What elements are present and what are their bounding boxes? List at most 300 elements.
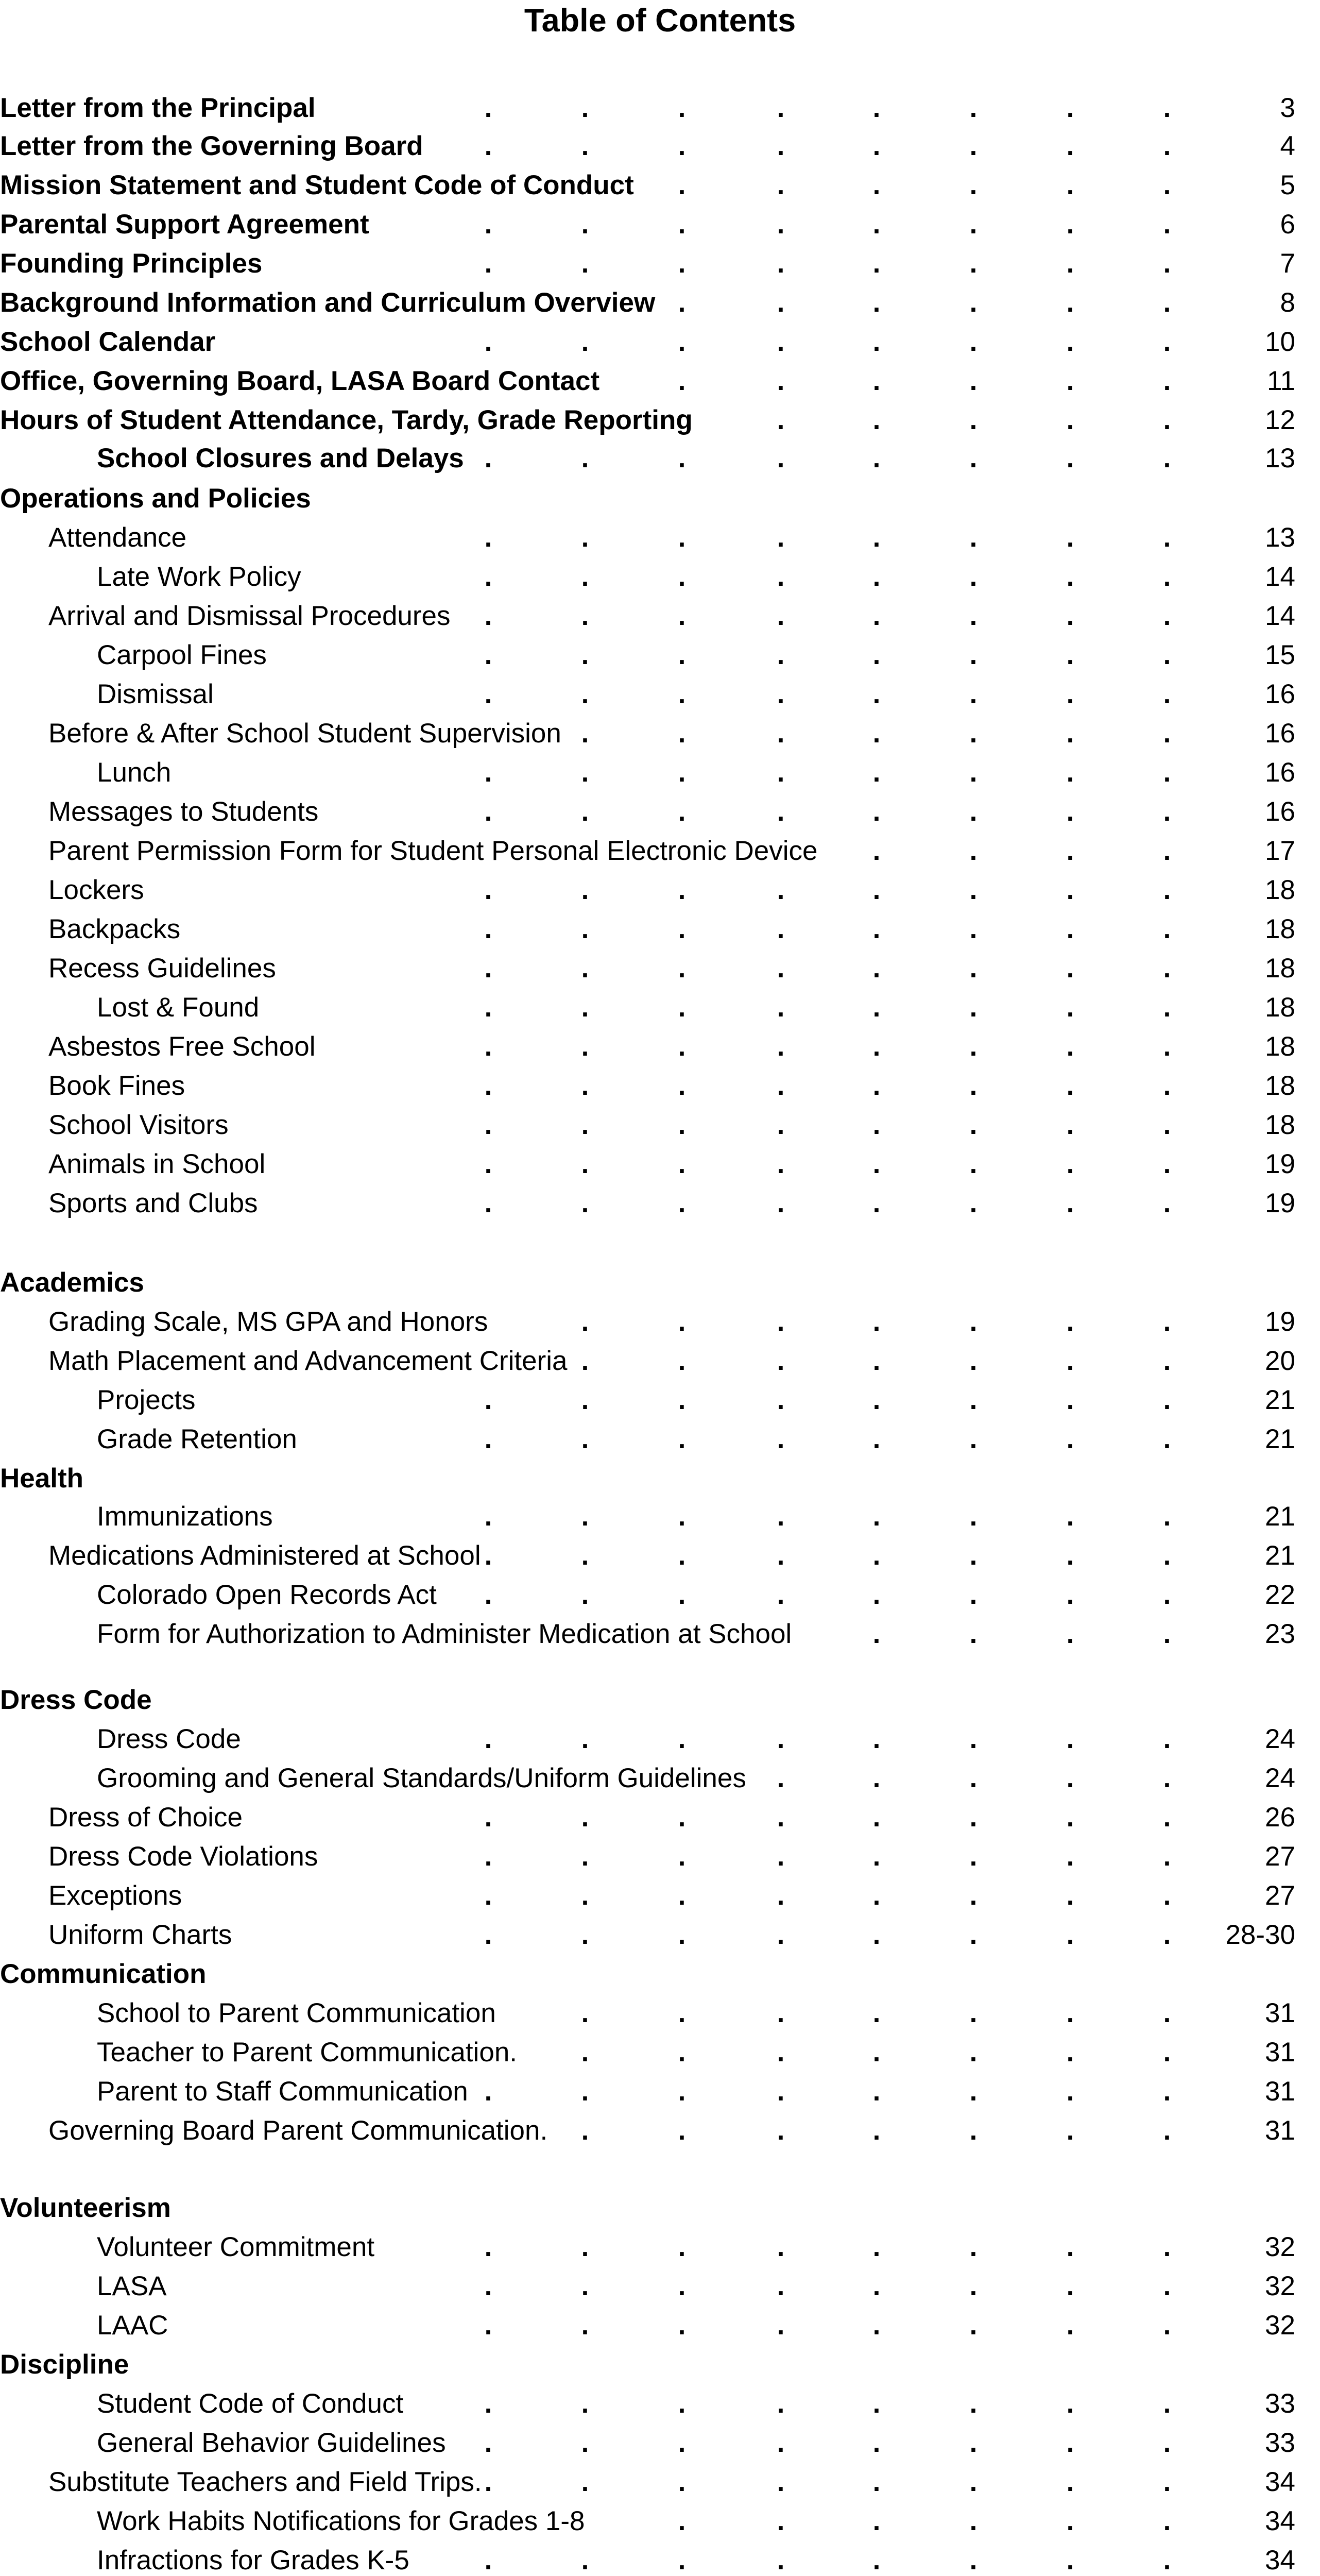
leader-dot: . — [678, 1580, 686, 1610]
leader-dot: . — [678, 562, 686, 592]
leader-dot: . — [777, 1880, 785, 1911]
leader-dot: . — [484, 757, 492, 788]
leader-dot: . — [678, 1802, 686, 1833]
leader-dot: . — [678, 1031, 686, 1062]
leader-dot: . — [678, 248, 686, 279]
leader-dot: . — [678, 2545, 686, 2575]
leader-dot: . — [678, 170, 686, 200]
leader-dot: . — [1066, 1763, 1074, 1793]
leader-dot: . — [1066, 2506, 1074, 2536]
leader-dot: . — [872, 1998, 881, 2028]
leader-dot: . — [969, 601, 978, 631]
leader-dot: . — [484, 796, 492, 827]
toc-entry-page: 34 — [1265, 2545, 1295, 2575]
leader-dot: . — [777, 1071, 785, 1101]
leader-dot: . — [581, 1188, 589, 1218]
leader-dot: . — [581, 443, 589, 473]
toc-entry-page: 7 — [1280, 248, 1295, 279]
leader-dot: . — [1163, 522, 1171, 553]
leader-dot: . — [484, 1188, 492, 1218]
leader-dot: . — [678, 1149, 686, 1179]
leader-dot: . — [1163, 1071, 1171, 1101]
toc-entry-label: Colorado Open Records Act — [97, 1580, 437, 1610]
toc-entry-page: 13 — [1265, 443, 1295, 473]
toc-entry-label: Office, Governing Board, LASA Board Contact — [0, 366, 600, 396]
leader-dot: . — [1066, 757, 1074, 788]
leader-dot: . — [581, 1501, 589, 1532]
leader-dot: . — [1066, 1724, 1074, 1754]
leader-dot: . — [1163, 2467, 1171, 2497]
leader-dot: . — [872, 2076, 881, 2107]
toc-entry — [0, 1302, 1320, 1342]
leader-dot: . — [1163, 1724, 1171, 1754]
leader-dot: . — [1163, 836, 1171, 866]
toc-entry — [0, 323, 1320, 362]
leader-dot: . — [969, 1998, 978, 2028]
leader-dot: . — [969, 757, 978, 788]
toc-entry-page: 32 — [1265, 2310, 1295, 2341]
toc-entry-page: 18 — [1265, 953, 1295, 984]
toc-entry — [0, 792, 1320, 832]
leader-dot: . — [1163, 443, 1171, 473]
toc-entry-page: 12 — [1265, 405, 1295, 435]
leader-dot: . — [872, 2545, 881, 2575]
toc-entry-label: Background Information and Curriculum Overview — [0, 287, 656, 318]
toc-entry-page: 31 — [1265, 2037, 1295, 2067]
leader-dot: . — [1163, 1149, 1171, 1179]
leader-dot: . — [872, 2115, 881, 2146]
leader-dot: . — [872, 2232, 881, 2262]
toc-entry-page: 31 — [1265, 1998, 1295, 2028]
toc-entry-page: 18 — [1265, 1031, 1295, 1062]
toc-entry-label: Hours of Student Attendance, Tardy, Grade Reporting — [0, 405, 693, 435]
leader-dot: . — [872, 2467, 881, 2497]
leader-dot: . — [777, 1998, 785, 2028]
leader-dot: . — [678, 2271, 686, 2301]
leader-dot: . — [872, 366, 881, 396]
leader-dot: . — [872, 679, 881, 709]
leader-dot: . — [872, 1841, 881, 1872]
leader-dot: . — [1066, 405, 1074, 435]
leader-dot: . — [872, 1149, 881, 1179]
toc-entry-page: 27 — [1265, 1841, 1295, 1872]
leader-dot: . — [1163, 209, 1171, 240]
toc-entry — [0, 362, 1320, 401]
leader-dot: . — [678, 1724, 686, 1754]
leader-dot: . — [777, 1540, 785, 1571]
leader-dot: . — [678, 443, 686, 473]
leader-dot: . — [581, 2076, 589, 2107]
leader-dot: . — [581, 1920, 589, 1950]
leader-dot: . — [969, 2545, 978, 2575]
leader-dot: . — [872, 992, 881, 1023]
toc-entry-page: 16 — [1265, 718, 1295, 749]
toc-entry-page: 31 — [1265, 2076, 1295, 2107]
leader-dot: . — [678, 953, 686, 984]
leader-dot: . — [777, 1385, 785, 1415]
toc-entry-label: Academics — [0, 1267, 144, 1298]
leader-dot: . — [872, 914, 881, 944]
leader-dot: . — [777, 1424, 785, 1454]
leader-dot: . — [1163, 2115, 1171, 2146]
toc-entry — [0, 636, 1320, 675]
leader-dot: . — [581, 718, 589, 749]
toc-entry-label: Backpacks — [48, 914, 181, 944]
toc-entry-label: Lockers — [48, 875, 144, 905]
leader-dot: . — [1066, 1071, 1074, 1101]
leader-dot: . — [872, 131, 881, 161]
leader-dot: . — [484, 601, 492, 631]
toc-entry-label: Dress Code Violations — [48, 1841, 318, 1872]
leader-dot: . — [1066, 2076, 1074, 2107]
leader-dot: . — [872, 601, 881, 631]
leader-dot: . — [1163, 1424, 1171, 1454]
toc-entry-page: 10 — [1265, 327, 1295, 357]
leader-dot: . — [872, 1110, 881, 1140]
toc-entry-page: 21 — [1265, 1385, 1295, 1415]
leader-dot: . — [1066, 1920, 1074, 1950]
toc-entry-label: Grooming and General Standards/Uniform Guidelines — [97, 1763, 746, 1793]
leader-dot: . — [581, 875, 589, 905]
leader-dot: . — [1163, 914, 1171, 944]
toc-entry-label: Letter from the Principal — [0, 93, 316, 123]
toc-entry-label: Sports and Clubs — [48, 1188, 258, 1218]
leader-dot: . — [1163, 1580, 1171, 1610]
toc-entry-label: Operations and Policies — [0, 483, 311, 514]
leader-dot: . — [484, 248, 492, 279]
toc-entry-page: 4 — [1280, 131, 1295, 161]
leader-dot: . — [678, 2076, 686, 2107]
toc-entry-page: 26 — [1265, 1802, 1295, 1833]
toc-entry — [0, 2345, 1320, 2384]
leader-dot: . — [678, 131, 686, 161]
leader-dot: . — [581, 601, 589, 631]
leader-dot: . — [484, 992, 492, 1023]
toc-entry — [0, 910, 1320, 949]
leader-dot: . — [581, 2310, 589, 2341]
leader-dot: . — [969, 1110, 978, 1140]
leader-dot: . — [969, 2037, 978, 2067]
leader-dot: . — [581, 2428, 589, 2458]
leader-dot: . — [1066, 1385, 1074, 1415]
leader-dot: . — [484, 1841, 492, 1872]
toc-entry — [0, 2111, 1320, 2150]
leader-dot: . — [969, 1031, 978, 1062]
leader-dot: . — [969, 1724, 978, 1754]
leader-dot: . — [1163, 718, 1171, 749]
toc-entry-page: 20 — [1265, 1346, 1295, 1376]
leader-dot: . — [969, 1385, 978, 1415]
leader-dot: . — [484, 953, 492, 984]
toc-entry-page: 11 — [1266, 366, 1295, 396]
leader-dot: . — [969, 1880, 978, 1911]
toc-entry — [0, 401, 1320, 440]
leader-dot: . — [1066, 1619, 1074, 1649]
leader-dot: . — [872, 2506, 881, 2536]
toc-entry-label: Volunteerism — [0, 2193, 171, 2223]
leader-dot: . — [777, 287, 785, 318]
toc-entry — [0, 2072, 1320, 2111]
toc-entry-label: Volunteer Commitment — [97, 2232, 375, 2262]
toc-entry-page: 19 — [1265, 1149, 1295, 1179]
leader-dot: . — [777, 2428, 785, 2458]
leader-dot: . — [969, 562, 978, 592]
toc-entry-page: 33 — [1265, 2388, 1295, 2419]
leader-dot: . — [678, 1385, 686, 1415]
leader-dot: . — [872, 1920, 881, 1950]
leader-dot: . — [581, 131, 589, 161]
leader-dot: . — [1066, 1501, 1074, 1532]
toc-entry-label: Before & After School Student Supervision — [48, 718, 561, 749]
toc-entry-page: 21 — [1265, 1540, 1295, 1571]
leader-dot: . — [581, 1385, 589, 1415]
leader-dot: . — [969, 1307, 978, 1337]
leader-dot: . — [777, 601, 785, 631]
toc-entry — [0, 518, 1320, 557]
toc-entry — [0, 557, 1320, 597]
leader-dot: . — [969, 796, 978, 827]
leader-dot: . — [969, 1841, 978, 1872]
leader-dot: . — [1163, 757, 1171, 788]
toc-entry — [0, 1681, 1320, 1720]
leader-dot: . — [581, 2037, 589, 2067]
leader-dot: . — [777, 1031, 785, 1062]
leader-dot: . — [484, 1031, 492, 1062]
toc-entry-label: LASA — [97, 2271, 167, 2301]
leader-dot: . — [777, 2115, 785, 2146]
leader-dot: . — [1163, 992, 1171, 1023]
leader-dot: . — [969, 1424, 978, 1454]
toc-entry-page: 21 — [1265, 1501, 1295, 1532]
toc-entry — [0, 1459, 1320, 1498]
leader-dot: . — [1066, 327, 1074, 357]
leader-dot: . — [1163, 679, 1171, 709]
leader-dot: . — [777, 640, 785, 670]
leader-dot: . — [1066, 679, 1074, 709]
toc-entry — [0, 1145, 1320, 1184]
leader-dot: . — [872, 1346, 881, 1376]
leader-dot: . — [969, 287, 978, 318]
toc-entry-label: Teacher to Parent Communication. — [97, 2037, 518, 2067]
toc-entry — [0, 1263, 1320, 1302]
leader-dot: . — [969, 2388, 978, 2419]
leader-dot: . — [969, 1149, 978, 1179]
toc-entry — [0, 2306, 1320, 2345]
leader-dot: . — [484, 1385, 492, 1415]
leader-dot: . — [581, 640, 589, 670]
toc-entry-page: 21 — [1265, 1424, 1295, 1454]
leader-dot: . — [678, 1841, 686, 1872]
leader-dot: . — [969, 953, 978, 984]
leader-dot: . — [678, 640, 686, 670]
toc-entry — [0, 244, 1320, 283]
leader-dot: . — [777, 209, 785, 240]
toc-entry-page: 32 — [1265, 2271, 1295, 2301]
leader-dot: . — [872, 170, 881, 200]
toc-entry — [0, 1720, 1320, 1759]
leader-dot: . — [1066, 718, 1074, 749]
toc-entry — [0, 1759, 1320, 1798]
leader-dot: . — [581, 1841, 589, 1872]
leader-dot: . — [1163, 1110, 1171, 1140]
toc-entry-label: Animals in School — [48, 1149, 266, 1179]
leader-dot: . — [969, 2310, 978, 2341]
leader-dot: . — [872, 1724, 881, 1754]
leader-dot: . — [484, 2076, 492, 2107]
toc-entry-label: Governing Board Parent Communication. — [48, 2115, 548, 2146]
leader-dot: . — [1163, 562, 1171, 592]
toc-entry-page: 18 — [1265, 1110, 1295, 1140]
leader-dot: . — [1163, 1920, 1171, 1950]
leader-dot: . — [1066, 2115, 1074, 2146]
leader-dot: . — [1066, 796, 1074, 827]
toc-entry — [0, 1342, 1320, 1381]
leader-dot: . — [777, 992, 785, 1023]
leader-dot: . — [872, 836, 881, 866]
leader-dot: . — [1163, 875, 1171, 905]
leader-dot: . — [872, 209, 881, 240]
leader-dot: . — [872, 2310, 881, 2341]
leader-dot: . — [1163, 1763, 1171, 1793]
leader-dot: . — [581, 953, 589, 984]
leader-dot: . — [484, 1424, 492, 1454]
toc-entry — [0, 1575, 1320, 1615]
leader-dot: . — [581, 914, 589, 944]
toc-entry — [0, 205, 1320, 244]
toc-entry-page: 23 — [1265, 1619, 1295, 1649]
toc-entry — [0, 597, 1320, 636]
leader-dot: . — [969, 2428, 978, 2458]
toc-entry-page: 19 — [1265, 1188, 1295, 1218]
leader-dot: . — [872, 1580, 881, 1610]
leader-dot: . — [581, 1724, 589, 1754]
leader-dot: . — [969, 1619, 978, 1649]
toc-entry — [0, 1994, 1320, 2033]
leader-dot: . — [777, 248, 785, 279]
leader-dot: . — [969, 2076, 978, 2107]
leader-dot: . — [1066, 1424, 1074, 1454]
leader-dot: . — [484, 522, 492, 553]
leader-dot: . — [969, 93, 978, 123]
leader-dot: . — [1163, 1619, 1171, 1649]
leader-dot: . — [969, 405, 978, 435]
toc-entry — [0, 1536, 1320, 1575]
toc-entry — [0, 949, 1320, 988]
leader-dot: . — [484, 1149, 492, 1179]
leader-dot: . — [777, 1724, 785, 1754]
toc-entry-label: Parent to Staff Communication — [97, 2076, 468, 2107]
leader-dot: . — [484, 1110, 492, 1140]
leader-dot: . — [581, 209, 589, 240]
leader-dot: . — [1163, 2388, 1171, 2419]
leader-dot: . — [678, 992, 686, 1023]
leader-dot: . — [484, 1880, 492, 1911]
toc-entry-page: 31 — [1265, 2115, 1295, 2146]
leader-dot: . — [581, 1307, 589, 1337]
toc-entry-label: Math Placement and Advancement Criteria — [48, 1346, 568, 1376]
toc-entry-page: 27 — [1265, 1880, 1295, 1911]
toc-entry — [0, 1420, 1320, 1459]
leader-dot: . — [484, 640, 492, 670]
toc-entry-page: 32 — [1265, 2232, 1295, 2262]
leader-dot: . — [1066, 1110, 1074, 1140]
leader-dot: . — [777, 2232, 785, 2262]
leader-dot: . — [678, 2037, 686, 2067]
toc-entry-label: School to Parent Communication — [97, 1998, 496, 2028]
leader-dot: . — [777, 562, 785, 592]
leader-dot: . — [484, 1540, 492, 1571]
leader-dot: . — [969, 2467, 978, 2497]
leader-dot: . — [581, 1580, 589, 1610]
leader-dot: . — [872, 1619, 881, 1649]
leader-dot: . — [872, 953, 881, 984]
toc-title: Table of Contents — [524, 3, 796, 39]
leader-dot: . — [1066, 209, 1074, 240]
toc-entry-label: Student Code of Conduct — [97, 2388, 404, 2419]
leader-dot: . — [969, 131, 978, 161]
leader-dot: . — [1163, 2076, 1171, 2107]
leader-dot: . — [1163, 170, 1171, 200]
toc-entry — [0, 2189, 1320, 2228]
leader-dot: . — [872, 327, 881, 357]
toc-entry-label: Dress Code — [97, 1724, 241, 1754]
leader-dot: . — [484, 2271, 492, 2301]
leader-dot: . — [678, 327, 686, 357]
leader-dot: . — [678, 522, 686, 553]
leader-dot: . — [969, 248, 978, 279]
leader-dot: . — [777, 2506, 785, 2536]
leader-dot: . — [1163, 1802, 1171, 1833]
toc-entry-page: 18 — [1265, 875, 1295, 905]
leader-dot: . — [872, 522, 881, 553]
toc-entry-label: Health — [0, 1463, 83, 1494]
leader-dot: . — [678, 757, 686, 788]
leader-dot: . — [777, 2037, 785, 2067]
leader-dot: . — [969, 2271, 978, 2301]
leader-dot: . — [777, 1346, 785, 1376]
leader-dot: . — [969, 522, 978, 553]
leader-dot: . — [1066, 1998, 1074, 2028]
leader-dot: . — [1066, 1149, 1074, 1179]
toc-entry-label: Projects — [97, 1385, 196, 1415]
leader-dot: . — [969, 170, 978, 200]
toc-entry-label: Letter from the Governing Board — [0, 131, 423, 161]
leader-dot: . — [872, 1802, 881, 1833]
toc-entry — [0, 2033, 1320, 2072]
leader-dot: . — [777, 93, 785, 123]
toc-entry-label: Form for Authorization to Administer Medication at School — [97, 1619, 792, 1649]
leader-dot: . — [1066, 131, 1074, 161]
leader-dot: . — [777, 1763, 785, 1793]
toc-entry-page: 24 — [1265, 1763, 1295, 1793]
leader-dot: . — [1066, 1802, 1074, 1833]
leader-dot: . — [678, 718, 686, 749]
leader-dot: . — [678, 1071, 686, 1101]
toc-entry — [0, 1798, 1320, 1837]
leader-dot: . — [484, 562, 492, 592]
leader-dot: . — [678, 679, 686, 709]
toc-entry-label: Immunizations — [97, 1501, 273, 1532]
leader-dot: . — [581, 1424, 589, 1454]
toc-entry-label: Parental Support Agreement — [0, 209, 369, 240]
leader-dot: . — [872, 2388, 881, 2419]
leader-dot: . — [484, 2545, 492, 2575]
leader-dot: . — [484, 131, 492, 161]
toc-entry-page: 8 — [1280, 287, 1295, 318]
toc-entry-label: Grade Retention — [97, 1424, 297, 1454]
leader-dot: . — [969, 836, 978, 866]
leader-dot: . — [581, 2115, 589, 2146]
